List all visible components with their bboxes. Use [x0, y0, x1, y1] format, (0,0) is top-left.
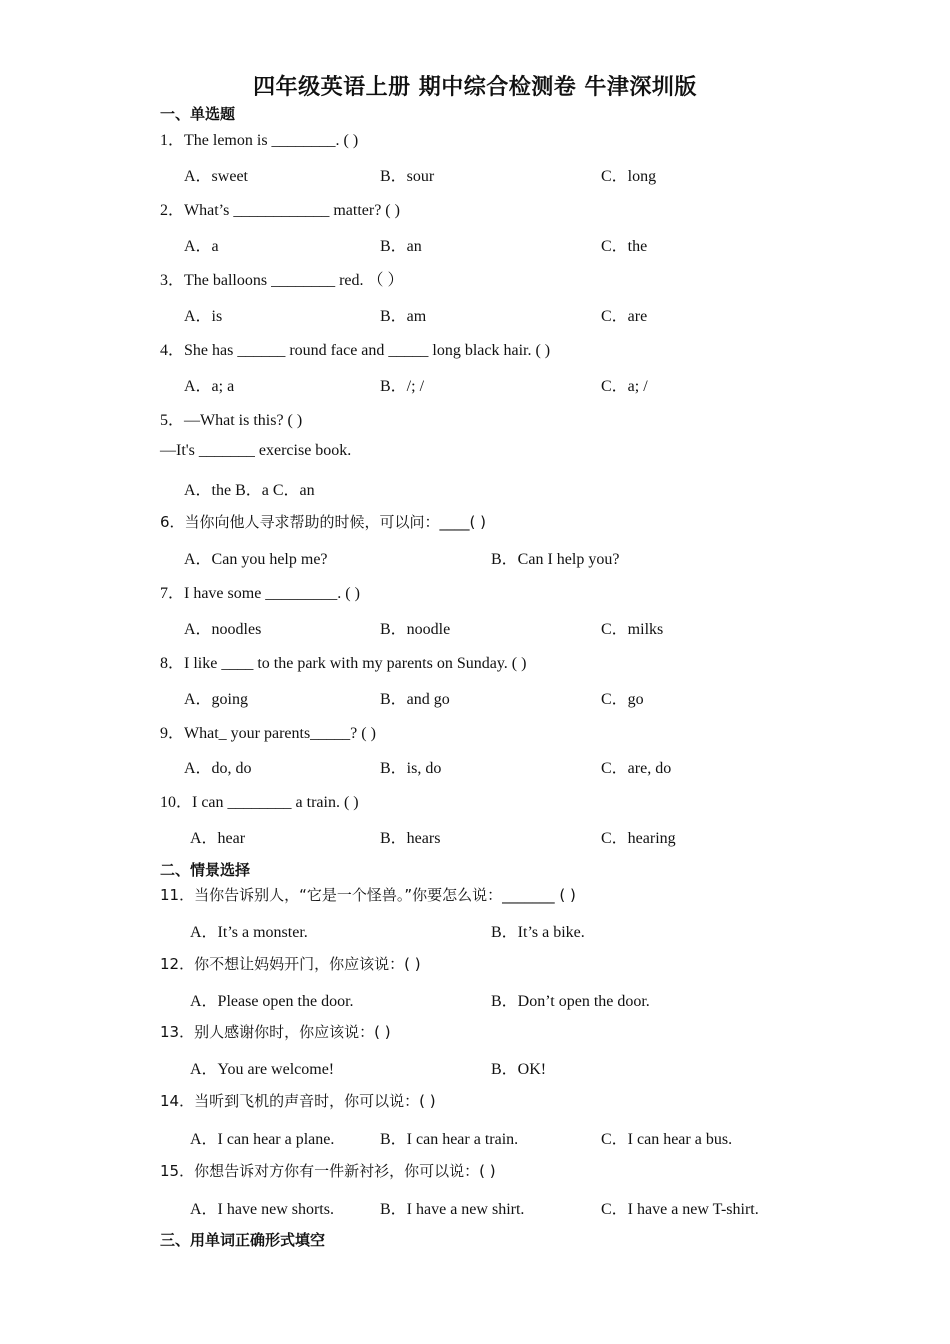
- option-a: A．a: [184, 238, 219, 255]
- option-c: C．I have a new T-shirt.: [601, 1201, 759, 1218]
- question-3: 3．The balloons ________ red. （ ）: [160, 272, 404, 289]
- section-heading-fill-in-word-forms: 三、用单词正确形式填空: [160, 1231, 326, 1249]
- section-heading-single-choice: 一、单选题: [160, 105, 236, 123]
- option-a: A．is: [184, 308, 223, 325]
- option-b: B．Don’t open the door.: [491, 993, 650, 1010]
- question-5: 5．—What is this? ( ): [160, 412, 303, 429]
- option-b: B．I have a new shirt.: [380, 1201, 525, 1218]
- question-15: 15．你想告诉对方你有一件新衬衫，你可以说：( ): [160, 1162, 496, 1180]
- option-b: B．OK!: [491, 1061, 547, 1078]
- option-c: C．go: [601, 691, 644, 708]
- option-a: A．hear: [190, 830, 246, 847]
- question-14: 14．当听到飞机的声音时，你可以说：( ): [160, 1092, 436, 1110]
- option-b: B．and go: [380, 691, 450, 708]
- option-b: B．It’s a bike.: [491, 924, 585, 941]
- option-b: B．Can I help you?: [491, 551, 620, 568]
- question-2: 2．What’s ____________ matter? ( ): [160, 202, 400, 219]
- option-a: A．It’s a monster.: [190, 924, 308, 941]
- question-6: 6．当你向他人寻求帮助的时候，可以问：____( ): [160, 513, 487, 531]
- option-b: B．am: [380, 308, 427, 325]
- option-a: A．do, do: [184, 760, 252, 777]
- option-b: B．noodle: [380, 621, 451, 638]
- option-a: A．I can hear a plane.: [190, 1131, 335, 1148]
- option-b: B．is, do: [380, 760, 442, 777]
- option-c: C．long: [601, 168, 657, 185]
- option-a: A．I have new shorts.: [190, 1201, 334, 1218]
- question-8: 8．I like ____ to the park with my parents on Sunday. ( ): [160, 655, 527, 672]
- option-c: C．the: [601, 238, 648, 255]
- question-13: 13．别人感谢你时，你应该说：( ): [160, 1023, 391, 1041]
- option-b: B．hears: [380, 830, 441, 847]
- question-7: 7．I have some _________. ( ): [160, 585, 360, 602]
- section-heading-situational-choice: 二、情景选择: [160, 861, 251, 879]
- option-b: B．I can hear a train.: [380, 1131, 519, 1148]
- question-1: 1．The lemon is ________. ( ): [160, 132, 359, 149]
- option-a: A．going: [184, 691, 249, 708]
- option-a: A．Can you help me?: [184, 551, 328, 568]
- option-c: C．milks: [601, 621, 664, 638]
- page-title: 四年级英语上册 期中综合检测卷 牛津深圳版: [253, 75, 697, 100]
- option-a: A．sweet: [184, 168, 248, 185]
- question-11: 11．当你告诉别人，“它是一个怪兽。”你要怎么说：_______ ( ): [160, 886, 576, 904]
- option-b: B．an: [380, 238, 422, 255]
- option-c: C．a; /: [601, 378, 648, 395]
- option-a: A．a; a: [184, 378, 235, 395]
- question-12: 12．你不想让妈妈开门，你应该说：( ): [160, 955, 421, 973]
- option-c: C．are: [601, 308, 648, 325]
- option-a: A．Please open the door.: [190, 993, 354, 1010]
- option-c: C．hearing: [601, 830, 676, 847]
- option-b: B．/; /: [380, 378, 425, 395]
- option-c: C．I can hear a bus.: [601, 1131, 733, 1148]
- question-9: 9．What_ your parents_____? ( ): [160, 725, 376, 742]
- option-a: A．You are welcome!: [190, 1061, 335, 1078]
- option-b: B．sour: [380, 168, 435, 185]
- option-c: C．are, do: [601, 760, 672, 777]
- question-5-line-2: —It's _______ exercise book.: [160, 442, 352, 459]
- option-a: A．noodles: [184, 621, 262, 638]
- question-4: 4．She has ______ round face and _____ long black hair. ( ): [160, 342, 551, 359]
- question-10: 10．I can ________ a train. ( ): [160, 794, 359, 811]
- options-inline: A．the B．a C．an: [184, 482, 315, 499]
